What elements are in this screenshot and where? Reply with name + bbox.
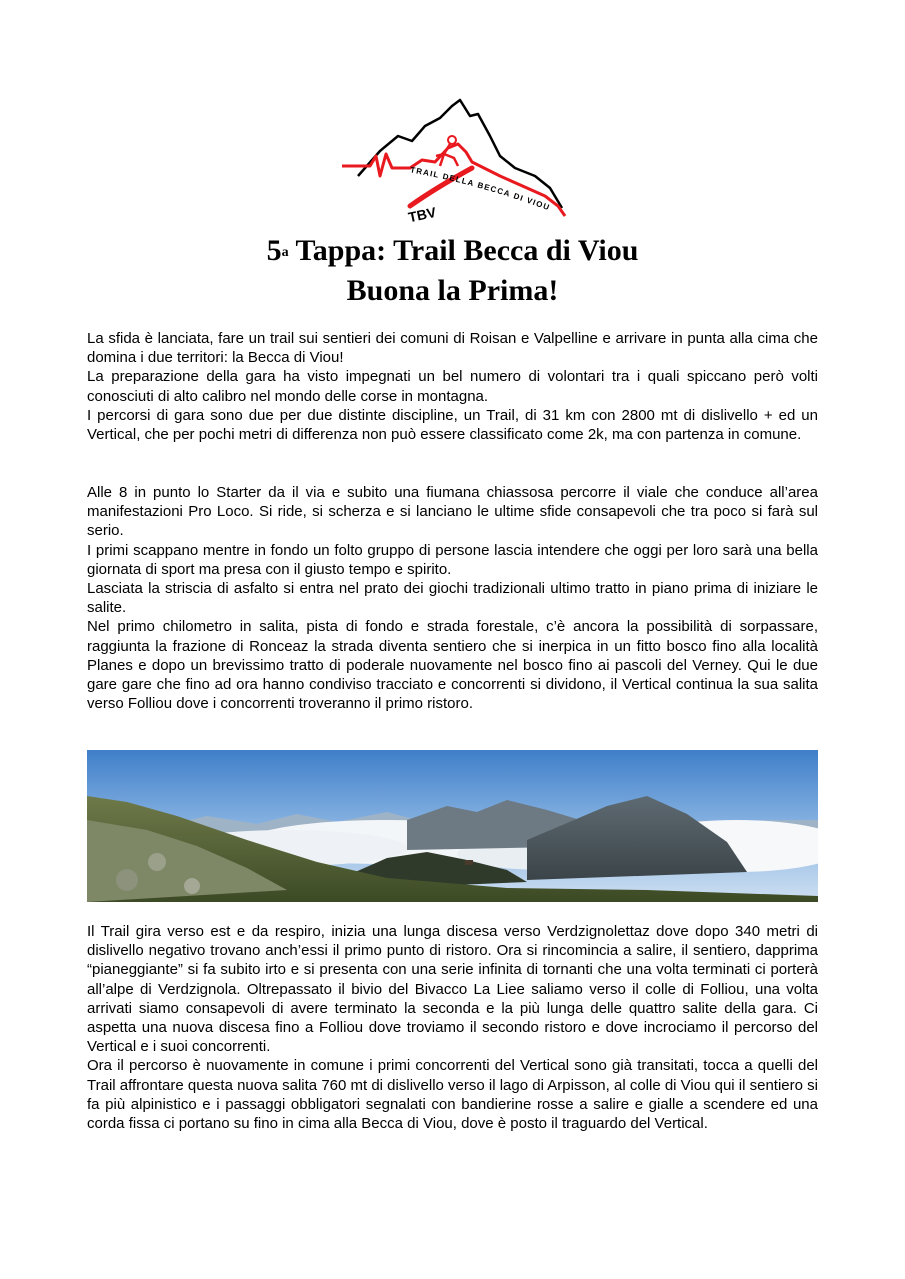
paragraph-block-2	[87, 483, 818, 713]
logo-text: TRAIL DELLA BECCA DI VIOU	[409, 165, 552, 213]
paragraph: Nel primo chilometro in salita, pista di fondo e strada forestale, c’è ancora la possibilità di sorpassare, raggiunta la frazione di Ronceaz la strada diventa sentiero che si inerpica in un fitto bosco fino alla località Planes e dopo un brevissimo tratto di poderale nuovamente nel bosco fino ai pascoli del Verney. Qui le due gare gare che fino ad ora hanno condiviso tracciato e concorrenti si dividono, il Vertical continua la sua salita verso Folliou dove i concorrenti troveranno il primo ristoro.	[87, 618, 818, 713]
paragraph: La preparazione della gara ha visto impegnati un bel numero di volontari tra i quali spiccano però volti conosciuti di alto calibro nel mondo delle corse in montagna.	[87, 368, 818, 405]
paragraph: Alle 8 in punto lo Starter da il via e subito una fiumana chiassosa percorre il viale che conduce all’area manifestazioni Pro Loco. Si ride, si scherza e si lanciano le ultime sfide consapevoli che tra poco si farà sul serio.	[87, 484, 818, 540]
article-subtitle: Buona la Prima!	[346, 274, 559, 307]
paragraph-block-1	[87, 329, 818, 444]
paragraph: Ora il percorso è nuovamente in comune i primi concorrenti del Vertical sono già transitati, tocca a quelli del Trail affrontare questa nuova salita 760 mt di dislivello verso il lago di Arpisson, al colle di Viou qui il sentiero si fa più alpinistico e i passaggi obbligatori segnalati con bandierine rosse a salire e gialle a scendere ed una corda fissa ci portano su fino in cima alla Becca di Viou, dove è posto il traguardo del Vertical.	[87, 1057, 818, 1133]
mountain-panorama-photo	[87, 750, 818, 902]
mountain-outline	[358, 100, 562, 208]
paragraph: Il Trail gira verso est e da respiro, inizia una lunga discesa verso Verdzignolettaz dove dopo 340 metri di dislivello negativo trovano anch’essi il primo punto di ristoro. Ora si rincomincia a salire, il sentiero, dapprima “pianeggiante” si fa subito irto e si presenta con una serie infinita di tornanti che una volta terminati ci porterà all’alpe di Verdzignola. Oltrepassato il bivio del Bivacco La Liee saliamo verso il colle di Folliou, una volta arrivati siamo consapevoli di avere terminato la seconda e la più lunga delle quattro salite della gara. Ci aspetta una nuova discesa fino a Folliou dove troviamo il secondo ristoro e dove incrociamo il percorso del Vertical e i suoi concorrenti.	[87, 923, 818, 1056]
article-title: 5$^a$ Tappa: Trail Becca di Viou	[266, 234, 639, 267]
paragraph: La sfida è lanciata, fare un trail sui sentieri dei comuni di Roisan e Valpelline e arrivare in punta alla cima che domina i due territori: la Becca di Viou!	[87, 330, 818, 367]
runner-body	[436, 144, 458, 166]
paragraph: I primi scappano mentre in fondo un folto gruppo di persone lascia intendere che oggi per loro sarà una bella giornata di sport ma presa con il giusto tempo e spirito.	[87, 541, 818, 578]
logo-badge: TBV	[406, 203, 438, 226]
paragraph-block-3	[87, 922, 818, 1133]
paragraph: Lasciata la striscia di asfalto si entra nel prato dei giochi tradizionali ultimo tratto in piano prima di iniziare le salite.	[87, 580, 818, 617]
trail-becca-di-viou-logo	[340, 96, 570, 226]
paragraph: I percorsi di gara sono due per due distinte discipline, un Trail, di 31 km con 2800 mt di dislivello + ed un Vertical, che per pochi metri di differenza non può essere classificato come 2k, ma con partenza in comune.	[87, 406, 818, 444]
runner-head	[448, 136, 456, 144]
